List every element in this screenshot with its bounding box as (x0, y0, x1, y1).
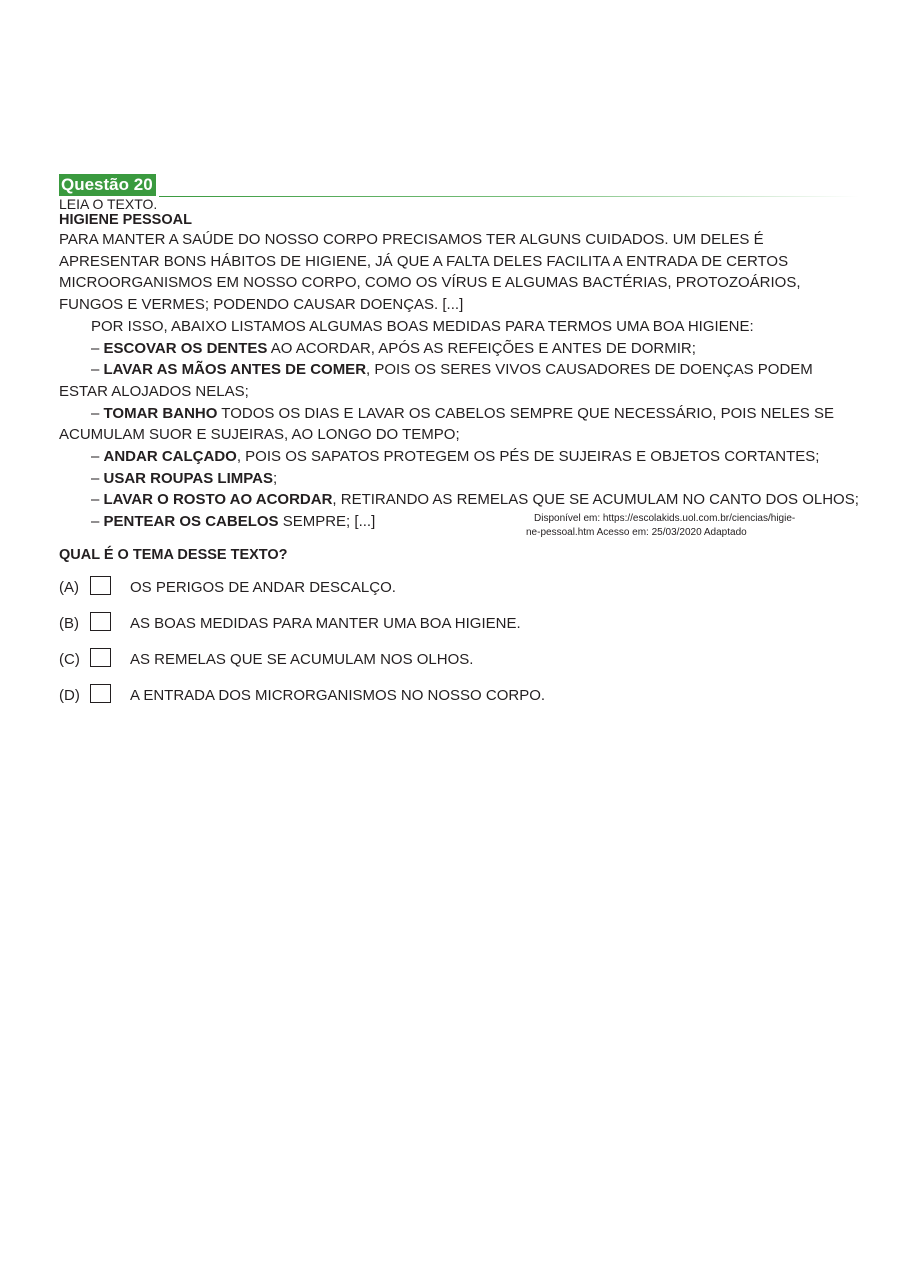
answer-checkbox[interactable] (90, 576, 111, 595)
paragraph-intro: POR ISSO, ABAIXO LISTAMOS ALGUMAS BOAS MEDIDAS PARA TERMOS UMA BOA HIGIENE: (91, 317, 754, 335)
list-item: – ESCOVAR OS DENTES AO ACORDAR, APÓS AS REFEIÇÕES E ANTES DE DORMIR; (91, 339, 696, 357)
option-d[interactable] (59, 681, 859, 717)
option-letter: (C) (59, 651, 80, 669)
list-item: – ANDAR CALÇADO, POIS OS SAPATOS PROTEGEM OS PÉS DE SUJEIRAS E OBJETOS CORTANTES; (91, 448, 820, 466)
answer-checkbox[interactable] (90, 684, 111, 703)
question-prompt: QUAL É O TEMA DESSE TEXTO? (59, 547, 288, 564)
source-citation: Disponível em: https://escolakids.uol.com.br/ciencias/higie- ne-pessoal.htm Acesso em: 25/03/2020 Adaptado (526, 513, 796, 539)
option-text: AS BOAS MEDIDAS PARA MANTER UMA BOA HIGIENE. (130, 615, 521, 633)
answer-checkbox[interactable] (90, 612, 111, 631)
option-text: OS PERIGOS DE ANDAR DESCALÇO. (130, 579, 396, 597)
list-item: – LAVAR AS MÃOS ANTES DE COMER, POIS OS SERES VIVOS CAUSADORES DE DOENÇAS PODEM ESTAR ALOJADOS NELAS; (59, 361, 813, 400)
option-letter: (D) (59, 687, 80, 705)
option-b[interactable] (59, 609, 859, 645)
last-item-row (59, 511, 859, 539)
option-a[interactable] (59, 573, 859, 609)
option-c[interactable] (59, 645, 859, 681)
question-header (59, 172, 859, 198)
header-rule (159, 196, 859, 197)
list-item: – TOMAR BANHO TODOS OS DIAS E LAVAR OS CABELOS SEMPRE QUE NECESSÁRIO, POIS NELES SE ACUMULAM SUOR E SUJEIRAS, AO LONGO DO TEMPO; (59, 404, 834, 444)
list-item: – USAR ROUPAS LIMPAS; (91, 469, 278, 487)
paragraph-1: PARA MANTER A SAÚDE DO NOSSO CORPO PRECISAMOS TER ALGUNS CUIDADOS. UM DELES É APRESENTAR BONS HÁBITOS DE HIGIENE, JÁ QUE A FALTA DELES FACILITA A ENTRADA DE CERTOS MICROORGANISMOS EM NOSSO CORPO, COMO OS VÍRUS E ALGUMAS BACTÉRIAS, PROTOZOÁRIOS, FUNGOS E VERMES; PODENDO CAUSAR DOENÇAS. [...] (59, 231, 801, 314)
question-number: Questão 20 (59, 174, 156, 196)
answer-checkbox[interactable] (90, 648, 111, 667)
list-item: – PENTEAR OS CABELOS SEMPRE; [...] (91, 513, 376, 531)
option-letter: (B) (59, 615, 79, 633)
list-item: – LAVAR O ROSTO AO ACORDAR, RETIRANDO AS REMELAS QUE SE ACUMULAM NO CANTO DOS OLHOS; (91, 491, 859, 509)
option-text: AS REMELAS QUE SE ACUMULAM NOS OLHOS. (130, 651, 474, 669)
question-page (59, 172, 859, 717)
instruction: LEIA O TEXTO. (59, 196, 158, 212)
text-title: HIGIENE PESSOAL (59, 212, 192, 228)
option-letter: (A) (59, 579, 79, 597)
option-text: A ENTRADA DOS MICRORGANISMOS NO NOSSO CORPO. (130, 687, 546, 705)
